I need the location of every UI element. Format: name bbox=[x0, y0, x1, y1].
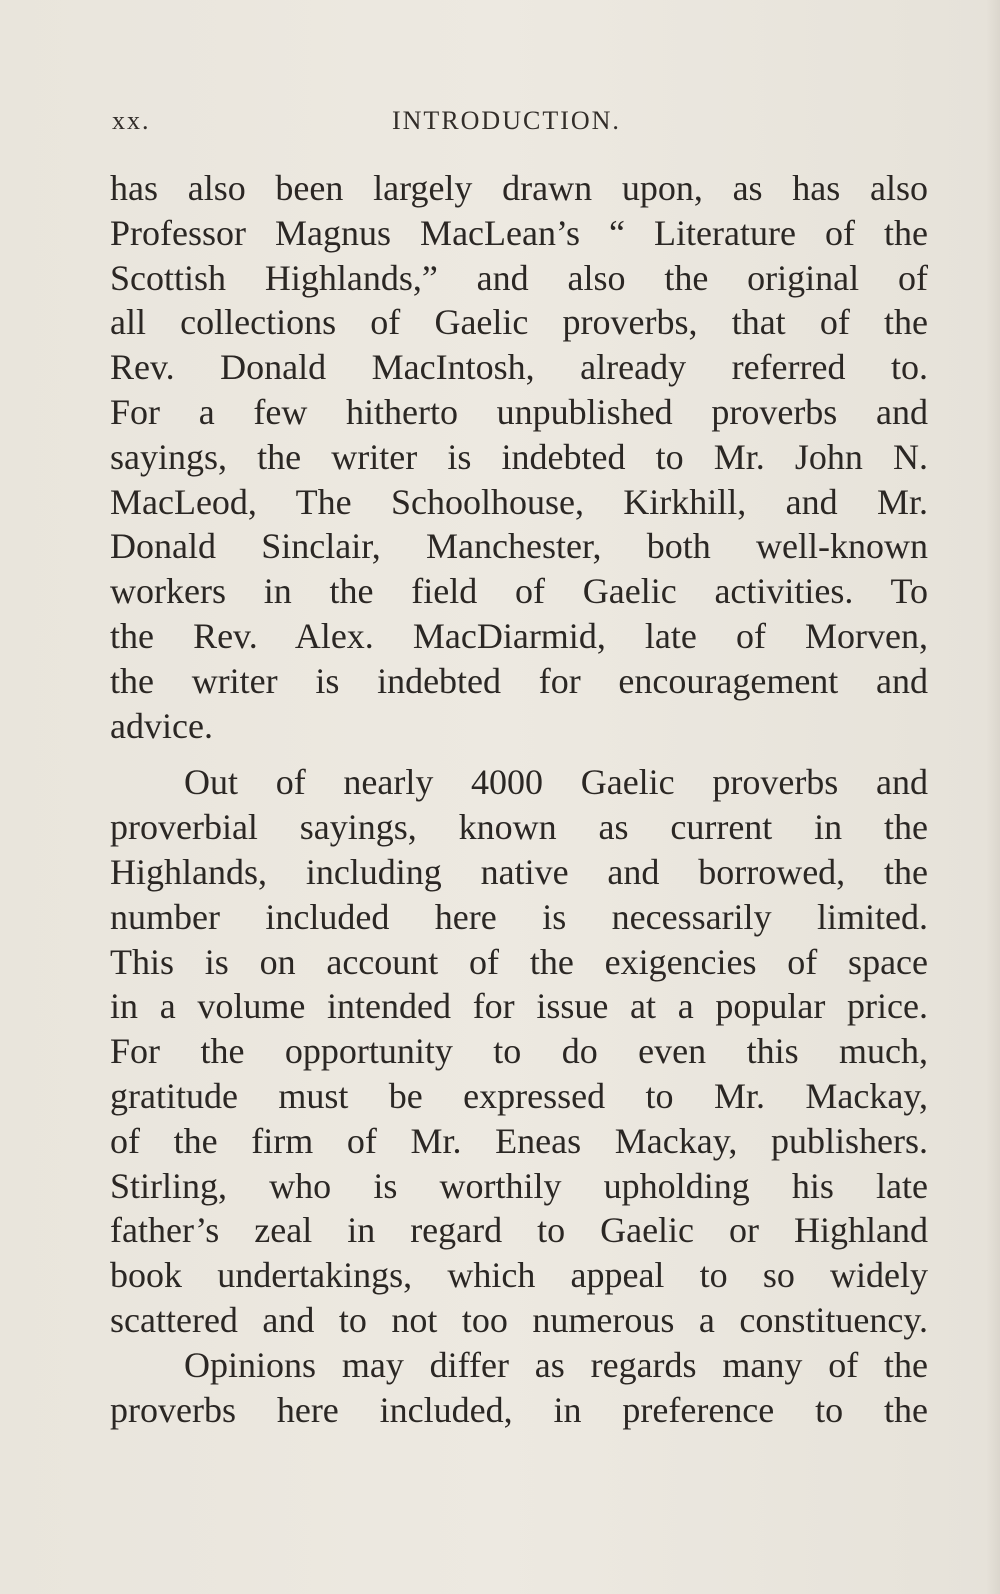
page-edge-shadow bbox=[986, 0, 1000, 1594]
text-line: Highlands, including native and borrowed, the bbox=[110, 851, 928, 892]
text-line: Out of nearly 4000 Gaelic proverbs and bbox=[184, 762, 928, 803]
text-line: For the opportunity to do even this much, bbox=[110, 1031, 928, 1072]
text-line: This is on account of the exigencies of space bbox=[110, 941, 928, 982]
text-line: father’s zeal in regard to Gaelic or Highland bbox=[110, 1210, 928, 1251]
page-number: xx. bbox=[112, 106, 151, 135]
text-line: in a volume intended for issue at a popular price. bbox=[110, 986, 928, 1027]
paragraph bbox=[110, 166, 928, 748]
text-line: MacLeod, The Schoolhouse, Kirkhill, and Mr. bbox=[110, 481, 928, 522]
text-line: Opinions may differ as regards many of the bbox=[184, 1344, 928, 1385]
running-head-title: INTRODUCTION. bbox=[392, 106, 621, 135]
text-line: workers in the field of Gaelic activities. To bbox=[110, 571, 928, 612]
paragraph bbox=[110, 1343, 928, 1433]
text-line: number included here is necessarily limited. bbox=[110, 896, 928, 937]
text-line: scattered and to not too numerous a constituency. bbox=[110, 1299, 928, 1340]
text-line: For a few hitherto unpublished proverbs and bbox=[110, 391, 928, 432]
running-head bbox=[112, 106, 652, 138]
text-line: has also been largely drawn upon, as has also bbox=[110, 168, 928, 208]
text-line: proverbs here included, in preference to the bbox=[110, 1389, 928, 1430]
text-line: Stirling, who is worthily upholding his late bbox=[110, 1165, 928, 1206]
text-line: Scottish Highlands,” and also the original of bbox=[110, 257, 928, 298]
text-line: advice. bbox=[110, 705, 213, 746]
paragraph-gap bbox=[110, 748, 928, 760]
text-line: book undertakings, which appeal to so widely bbox=[110, 1255, 928, 1296]
text-line: of the firm of Mr. Eneas Mackay, publishers. bbox=[110, 1120, 928, 1161]
text-line: the Rev. Alex. MacDiarmid, late of Morven, bbox=[110, 615, 928, 656]
text-line: proverbial sayings, known as current in the bbox=[110, 807, 928, 848]
text-line: sayings, the writer is indebted to Mr. John N. bbox=[110, 436, 928, 477]
text-line: Rev. Donald MacIntosh, already referred to. bbox=[110, 347, 928, 388]
text-line: the writer is indebted for encouragement and bbox=[110, 660, 928, 701]
paragraph bbox=[110, 760, 928, 1342]
text-line: gratitude must be expressed to Mr. Mackay, bbox=[110, 1075, 928, 1116]
text-line: Professor Magnus MacLean’s “ Literature of the bbox=[110, 212, 928, 253]
text-line: Donald Sinclair, Manchester, both well-known bbox=[110, 526, 928, 567]
text-line: all collections of Gaelic proverbs, that of the bbox=[110, 302, 928, 343]
body-text bbox=[110, 166, 928, 1432]
